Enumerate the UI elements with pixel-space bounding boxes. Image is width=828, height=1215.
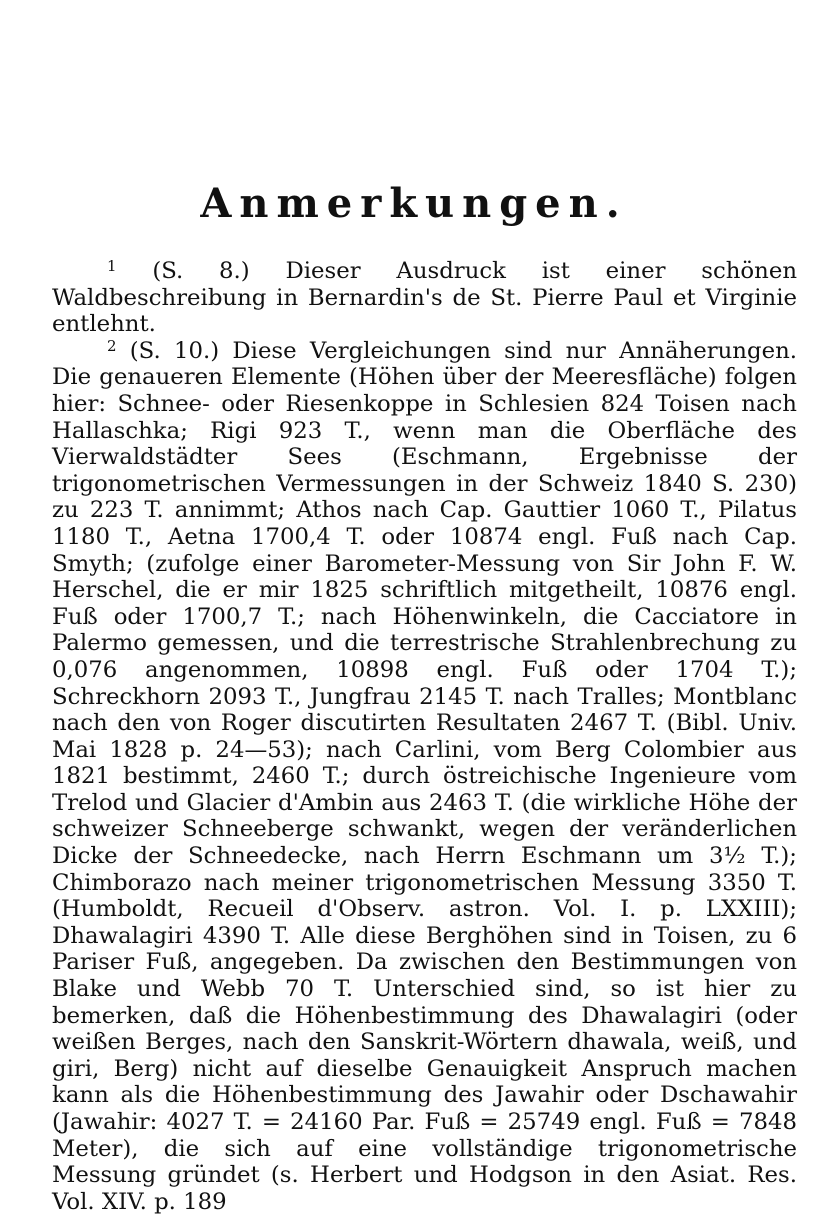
footnote-2 bbox=[52, 338, 797, 1215]
notes-text bbox=[52, 258, 797, 1215]
footnote-body: (S. 8.) Dieser Ausdruck ist einer schönen Waldbeschreibung in Bernardin's de St. Pierre Paul et Virginie entlehnt. bbox=[52, 258, 797, 338]
footnote-number: 1 bbox=[107, 257, 117, 275]
page-title: Anmerkungen. bbox=[200, 180, 628, 227]
footnote-number: 2 bbox=[107, 336, 117, 355]
footnote-1 bbox=[52, 258, 797, 338]
footnote-body: (S. 10.) Diese Vergleichungen sind nur Annäherungen. Die genaueren Elemente (Höhen über der Meeresfläche) folgen hier: Schnee- oder Riesenkoppe in Schlesien 824 Toisen nach Hallaschka; Rigi 923 T., wenn man die Oberfläche des Vierwaldstädter Sees (Eschmann, Ergebnisse der trigonometrischen Vermessungen in der Schweiz 1840 S. 230) zu 223 T. annimmt; Athos nach Cap. Gauttier 1060 T., Pilatus 1180 T., Aetna 1700,4 T. oder 10874 engl. Fuß nach Cap. Smyth; (zufolge einer Barometer-Messung von Sir John F. W. Herschel, die er mir 1825 schriftlich mitgetheilt, 10876 engl. Fuß oder 1700,7 T.; nach Höhenwinkeln, die Cacciatore in Palermo gemessen, und die terrestrische Strahlenbrechung zu 0,076 angenommen, 10898 engl. Fuß oder 1704 T.); Schreckhorn 2093 T., Jungfrau 2145 T. nach Tralles; Montblanc nach den von Roger discutirten Resultaten 2467 T. (Bibl. Univ. Mai 1828 p. 24—53); nach Carlini, vom Berg Colombier aus 1821 bestimmt, 2460 T.; durch östreichische Ingenieure vom Trelod und Glacier d'Ambin aus 2463 T. (die wirkliche Höhe der schweizer Schneeberge schwankt, wegen der veränderlichen Dicke der Schneedecke, nach Herrn Eschmann um 3½ T.); Chimborazo nach meiner trigonometrischen Messung 3350 T. (Humboldt, Recueil d'Observ. astron. Vol. I. p. LXXIII); Dhawalagiri 4390 T. Alle diese Berghöhen sind in Toisen, zu 6 Pariser Fuß, angegeben. Da zwischen den Bestimmungen von Blake und Webb 70 T. Unterschied sind, so ist hier zu bemerken, daß die Höhenbestimmung des Dhawalagiri (oder weißen Berges, nach den Sanskrit-Wörtern dhawala, weiß, und giri, Berg) nicht auf dieselbe Genauigkeit Anspruch machen kann als die Höhenbestimmung des Jawahir oder Dschawahir (Jawahir: 4027 T. = 24160 Par. Fuß = 25749 engl. Fuß = 7848 Meter), die sich auf eine vollständige trigonometrische Messung gründet (s. Herbert und Hodgson in den Asiat. Res. Vol. XIV. p. 189 bbox=[52, 337, 797, 1215]
